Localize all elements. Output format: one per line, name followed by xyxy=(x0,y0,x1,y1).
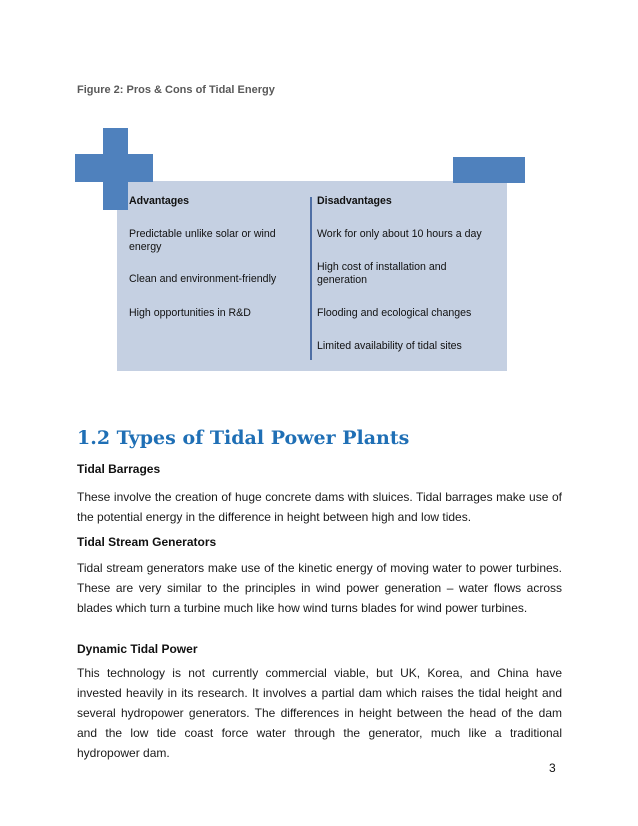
advantage-item: Predictable unlike solar or wind energy xyxy=(129,228,276,253)
column-divider xyxy=(310,197,312,360)
disadvantage-item: High cost of installation and generation xyxy=(317,261,447,286)
subsection-text-tidal-barrages: These involve the creation of huge concrete dams with sluices. Tidal barrages make use of the potential energy in the difference in height between high and low tides. xyxy=(77,490,562,524)
subsection-heading-dynamic-tidal-power: Dynamic Tidal Power xyxy=(77,642,198,656)
advantages-heading: Advantages xyxy=(129,195,190,207)
figure-caption: Figure 2: Pros & Cons of Tidal Energy xyxy=(77,84,275,96)
disadvantages-heading: Disadvantages xyxy=(317,195,392,207)
disadvantage-item: Work for only about 10 hours a day xyxy=(317,228,482,240)
subsection-text-tidal-stream-generators: Tidal stream generators make use of the kinetic energy of moving water to power turbines. These are very similar to the principles in wind power generation – water flows across blades which turn a turbine much like how wind turns blades for wind power turbines. xyxy=(77,561,562,615)
subsection-heading-tidal-stream-generators: Tidal Stream Generators xyxy=(77,535,217,549)
subsection-text-dynamic-tidal-power: This technology is not currently commercial viable, but UK, Korea, and China have invested heavily in its research. It involves a partial dam which raises the tidal height and several hydropower generators. The differences in height between the head of the dam and the low tide coast force water through the generator, much like a traditional hydropower dam. xyxy=(77,666,562,760)
plus-sign-horizontal-bar xyxy=(75,154,153,182)
section-title: 1.2 Types of Tidal Power Plants xyxy=(77,427,410,449)
disadvantage-item: Flooding and ecological changes xyxy=(317,307,472,319)
advantage-item: Clean and environment-friendly xyxy=(129,273,277,285)
subsection-heading-tidal-barrages: Tidal Barrages xyxy=(77,462,161,476)
minus-sign xyxy=(453,157,525,183)
disadvantage-item: Limited availability of tidal sites xyxy=(317,340,462,352)
page-number: 3 xyxy=(549,761,556,775)
advantage-item: High opportunities in R&D xyxy=(129,307,251,319)
